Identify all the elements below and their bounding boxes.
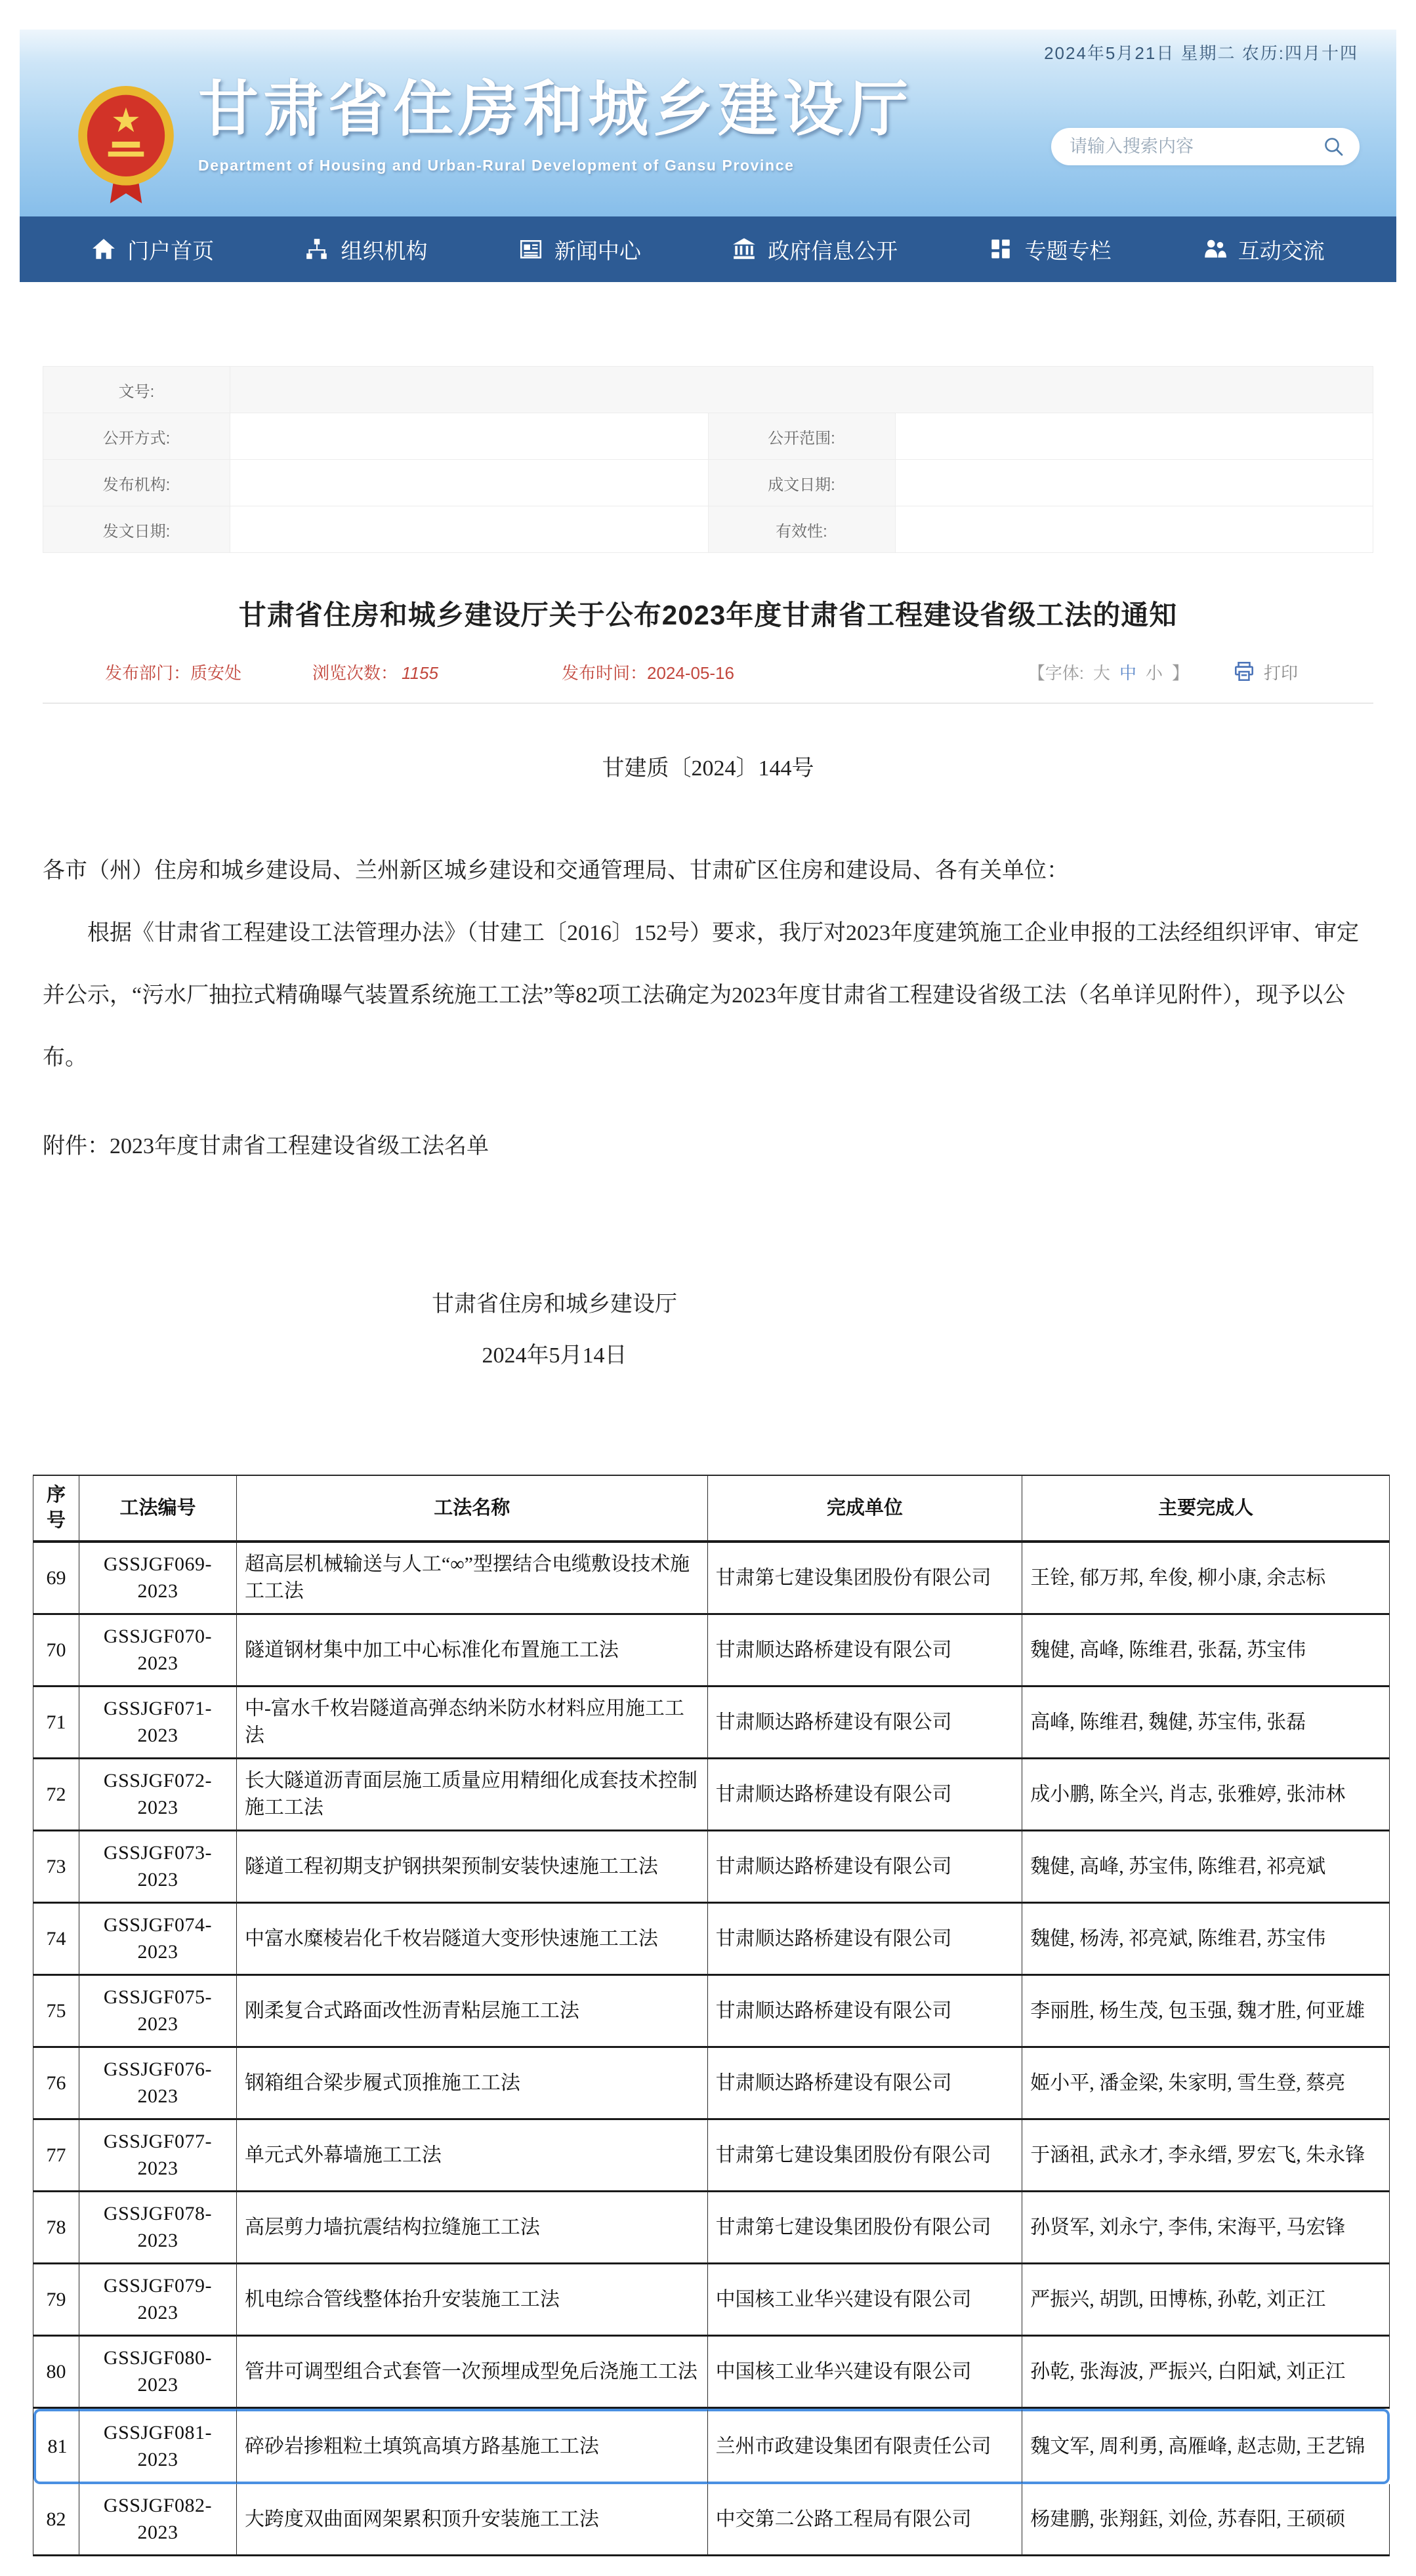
- cell-code: GSSJGF076-2023: [79, 2048, 237, 2120]
- table-row: [33, 1759, 1390, 1831]
- cell-no: 79: [33, 2264, 79, 2337]
- cell-unit: 甘肃顺达路桥建设有限公司: [708, 2048, 1023, 2120]
- home-icon: [91, 237, 116, 262]
- info-value: [230, 367, 1373, 413]
- divider: [43, 703, 1373, 704]
- cell-code: GSSJGF079-2023: [79, 2264, 237, 2337]
- info-value: [895, 506, 1373, 553]
- cell-people: 魏文军, 周利勇, 高雁峰, 赵志勋, 王艺锦: [1022, 2409, 1390, 2484]
- info-label: 有效性:: [708, 506, 895, 553]
- main-nav: [20, 216, 1396, 282]
- cell-code: GSSJGF078-2023: [79, 2192, 237, 2264]
- cell-people: 高峰, 陈维君, 魏健, 苏宝伟, 张磊: [1022, 1687, 1390, 1759]
- svg-text:★: ★: [110, 100, 142, 139]
- cell-name: 机电综合管线整体抬升安装施工工法: [237, 2264, 708, 2337]
- print-button[interactable]: [1232, 660, 1298, 684]
- document-info-table: [43, 366, 1373, 553]
- cell-code: GSSJGF069-2023: [79, 1543, 237, 1615]
- search-input[interactable]: [1070, 136, 1323, 157]
- cell-code: GSSJGF073-2023: [79, 1831, 237, 1904]
- site-title-group: [198, 61, 913, 174]
- page-title: 甘肃省住房和城乡建设厅关于公布2023年度甘肃省工程建设省级工法的通知: [238, 600, 1178, 630]
- column-header: 序号: [33, 1476, 79, 1543]
- cell-name: 中-富水千枚岩隧道高弹态纳米防水材料应用施工工法: [237, 1687, 708, 1759]
- search-icon[interactable]: [1323, 136, 1345, 158]
- column-header: 工法编号: [79, 1476, 237, 1543]
- interact-icon: [1202, 237, 1227, 262]
- cell-code: GSSJGF071-2023: [79, 1687, 237, 1759]
- date-text: 2024年5月21日 星期二 农历:四月十四: [1044, 43, 1358, 63]
- cell-no: 82: [33, 2484, 79, 2556]
- print-label: 打印: [1263, 663, 1298, 683]
- cell-people: 杨建鹏, 张翔鈺, 刘俭, 苏春阳, 王硕硕: [1022, 2484, 1390, 2556]
- table-row: [33, 1687, 1390, 1759]
- gov-icon: [732, 237, 757, 262]
- cell-no: 80: [33, 2337, 79, 2409]
- info-value: [895, 460, 1373, 506]
- info-label: 公开方式:: [43, 413, 230, 460]
- table-row: [33, 1615, 1390, 1687]
- signature-org: 甘肃省住房和城乡建设厅: [432, 1292, 677, 1317]
- table-row: [33, 2264, 1390, 2337]
- method-list-table: [33, 1475, 1390, 2556]
- cell-unit: 兰州市政建设集团有限责任公司: [708, 2409, 1023, 2484]
- nav-item-label: 门户首页: [127, 238, 215, 263]
- cell-no: 77: [33, 2120, 79, 2192]
- info-row: [43, 460, 1373, 506]
- page: [0, 30, 1416, 2576]
- cell-code: GSSJGF081-2023: [79, 2409, 237, 2484]
- cell-people: 于涵祖, 武永才, 李永缙, 罗宏飞, 朱永锋: [1022, 2120, 1390, 2192]
- font-size-large-button[interactable]: 大: [1093, 663, 1110, 683]
- info-label: 成文日期:: [708, 460, 895, 506]
- news-icon: [518, 237, 543, 262]
- info-label: 公开范围:: [708, 413, 895, 460]
- cell-no: 75: [33, 1976, 79, 2048]
- site-subtitle: Department of Housing and Urban-Rural Development of Gansu Province: [198, 157, 795, 174]
- doc-paragraph-recipients: 各市（州）住房和城乡建设局、兰州新区城乡建设和交通管理局、甘肃矿区住房和建设局、各有关单位：: [43, 859, 1069, 883]
- cell-name: 单元式外幕墙施工工法: [237, 2120, 708, 2192]
- signature-date: 2024年5月14日: [482, 1343, 627, 1368]
- cell-code: GSSJGF070-2023: [79, 1615, 237, 1687]
- cell-unit: 甘肃顺达路桥建设有限公司: [708, 1687, 1023, 1759]
- nav-item-6[interactable]: [1202, 234, 1325, 265]
- cell-no: 73: [33, 1831, 79, 1904]
- info-label: 发文日期:: [43, 506, 230, 553]
- nav-item-label: 新闻中心: [554, 238, 641, 263]
- attachment-line: 附件：2023年度甘肃省工程建设省级工法名单: [43, 1134, 489, 1158]
- special-icon: [988, 237, 1013, 262]
- column-header: 工法名称: [237, 1476, 708, 1543]
- cell-code: GSSJGF080-2023: [79, 2337, 237, 2409]
- table-row: [33, 2337, 1390, 2409]
- font-label-close: 】: [1171, 663, 1189, 683]
- column-header: 完成单位: [708, 1476, 1023, 1543]
- table-row: [33, 1904, 1390, 1976]
- table-header-row: [33, 1476, 1390, 1543]
- cell-unit: 中交第二公路工程局有限公司: [708, 2484, 1023, 2556]
- cell-name: 隧道钢材集中加工中心标准化布置施工工法: [237, 1615, 708, 1687]
- column-header: 主要完成人: [1022, 1476, 1390, 1543]
- cell-unit: 甘肃顺达路桥建设有限公司: [708, 1831, 1023, 1904]
- info-value: [230, 460, 709, 506]
- cell-code: GSSJGF082-2023: [79, 2484, 237, 2556]
- cell-people: 魏健, 杨涛, 祁亮斌, 陈维君, 苏宝伟: [1022, 1904, 1390, 1976]
- cell-no: 72: [33, 1759, 79, 1831]
- cell-code: GSSJGF074-2023: [79, 1904, 237, 1976]
- info-row: [43, 506, 1373, 553]
- nav-item-4[interactable]: [732, 234, 898, 265]
- info-value: [230, 413, 709, 460]
- cell-unit: 中国核工业华兴建设有限公司: [708, 2264, 1023, 2337]
- site-title: 甘肃省住房和城乡建设厅: [198, 76, 913, 143]
- cell-people: 姬小平, 潘金梁, 朱家明, 雪生登, 蔡亮: [1022, 2048, 1390, 2120]
- cell-code: GSSJGF072-2023: [79, 1759, 237, 1831]
- nav-item-label: 专题专栏: [1024, 238, 1112, 263]
- cell-name: 中富水糜棱岩化千枚岩隧道大变形快速施工工法: [237, 1904, 708, 1976]
- nav-item-label: 互动交流: [1238, 238, 1325, 263]
- info-label: 文号:: [43, 367, 230, 413]
- cell-no: 70: [33, 1615, 79, 1687]
- doc-number: 甘建质〔2024〕144号: [602, 756, 814, 781]
- font-size-controls: [1028, 660, 1298, 684]
- content: [43, 366, 1373, 2576]
- cell-name: 高层剪力墙抗震结构拉缝施工工法: [237, 2192, 708, 2264]
- cell-unit: 甘肃第七建设集团股份有限公司: [708, 1543, 1023, 1615]
- nav-item-1[interactable]: [91, 234, 214, 265]
- cell-name: 碎砂岩掺粗粒土填筑高填方路基施工工法: [237, 2409, 708, 2484]
- table-row: [33, 2120, 1390, 2192]
- org-icon: [304, 237, 329, 262]
- cell-people: 李丽胜, 杨生茂, 包玉强, 魏才胜, 何亚雄: [1022, 1976, 1390, 2048]
- publish-time: 发布时间：2024-05-16: [561, 663, 734, 683]
- doc-paragraph-body: 根据《甘肃省工程建设工法管理办法》（甘建工〔2016〕152号）要求，我厅对2023年度建筑施工企业申报的工法经组织评审、审定并公示，“污水厂抽拉式精确曝气装置系统施工工法”等82项工法确定为2023年度甘肃省工程建设省级工法（名单详见附件），现予以公布。: [43, 921, 1359, 1070]
- cell-no: 76: [33, 2048, 79, 2120]
- nav-item-3[interactable]: [518, 234, 641, 265]
- cell-unit: 甘肃顺达路桥建设有限公司: [708, 1904, 1023, 1976]
- printer-icon: [1232, 660, 1256, 684]
- cell-people: 魏健, 高峰, 苏宝伟, 陈维君, 祁亮斌: [1022, 1831, 1390, 1904]
- view-count: 浏览次数： 1155: [312, 663, 438, 683]
- cell-unit: 甘肃第七建设集团股份有限公司: [708, 2120, 1023, 2192]
- table-row: [33, 2484, 1390, 2556]
- info-value: [230, 506, 709, 553]
- cell-no: 69: [33, 1543, 79, 1615]
- cell-people: 魏健, 高峰, 陈维君, 张磊, 苏宝伟: [1022, 1615, 1390, 1687]
- cell-people: 孙乾, 张海波, 严振兴, 白阳斌, 刘正江: [1022, 2337, 1390, 2409]
- site-banner: [20, 30, 1396, 216]
- cell-code: GSSJGF075-2023: [79, 1976, 237, 2048]
- cell-name: 管井可调型组合式套管一次预埋成型免后浇施工工法: [237, 2337, 708, 2409]
- cell-unit: 中国核工业华兴建设有限公司: [708, 2337, 1023, 2409]
- cell-people: 严振兴, 胡凯, 田博栋, 孙乾, 刘正江: [1022, 2264, 1390, 2337]
- info-label: 发布机构:: [43, 460, 230, 506]
- method-list-wrap: [43, 1475, 1373, 2576]
- nav-item-2[interactable]: [304, 234, 427, 265]
- cell-name: 长大隧道沥青面层施工质量应用精细化成套技术控制施工工法: [237, 1759, 708, 1831]
- search-box: [1051, 128, 1360, 165]
- national-emblem-logo: [76, 86, 176, 205]
- table-row: [33, 2192, 1390, 2264]
- nav-item-5[interactable]: [988, 234, 1111, 265]
- table-row: [33, 1543, 1390, 1615]
- info-row: [43, 367, 1373, 413]
- cell-name: 刚柔复合式路面改性沥青粘层施工工法: [237, 1976, 708, 2048]
- cell-no: 74: [33, 1904, 79, 1976]
- cell-name: 隧道工程初期支护钢拱架预制安装快速施工工法: [237, 1831, 708, 1904]
- cell-name: 超高层机械输送与人工“∞”型摆结合电缆敷设技术施工工法: [237, 1543, 708, 1615]
- info-value: [895, 413, 1373, 460]
- cell-unit: 甘肃第七建设集团股份有限公司: [708, 2192, 1023, 2264]
- signature-block: [43, 1279, 1066, 1381]
- nav-item-label: 组织机构: [341, 238, 428, 263]
- cell-people: 成小鹏, 陈全兴, 肖志, 张雅婷, 张沛林: [1022, 1759, 1390, 1831]
- table-row-highlighted: [33, 2409, 1390, 2484]
- publish-dept: 发布部门：质安处: [105, 663, 242, 683]
- font-size-small-button[interactable]: 小: [1145, 663, 1163, 683]
- font-label-open: 【字体:: [1028, 663, 1084, 683]
- cell-code: GSSJGF077-2023: [79, 2120, 237, 2192]
- info-row: [43, 413, 1373, 460]
- cell-no: 71: [33, 1687, 79, 1759]
- cell-name: 大跨度双曲面网架累积顶升安装施工工法: [237, 2484, 708, 2556]
- nav-item-label: 政府信息公开: [768, 238, 898, 263]
- table-row: [33, 1831, 1390, 1904]
- cell-unit: 甘肃顺达路桥建设有限公司: [708, 1976, 1023, 2048]
- cell-people: 王铨, 郁万邦, 牟俊, 柳小康, 余志标: [1022, 1543, 1390, 1615]
- cell-no: 81: [33, 2409, 79, 2484]
- table-row: [33, 2048, 1390, 2120]
- cell-no: 78: [33, 2192, 79, 2264]
- cell-people: 孙贤军, 刘永宁, 李伟, 宋海平, 马宏锋: [1022, 2192, 1390, 2264]
- table-row: [33, 1976, 1390, 2048]
- font-size-medium-button[interactable]: 中: [1119, 663, 1136, 683]
- cell-unit: 甘肃顺达路桥建设有限公司: [708, 1615, 1023, 1687]
- article-meta: [43, 658, 1373, 685]
- cell-name: 钢箱组合梁步履式顶推施工工法: [237, 2048, 708, 2120]
- cell-unit: 甘肃顺达路桥建设有限公司: [708, 1759, 1023, 1831]
